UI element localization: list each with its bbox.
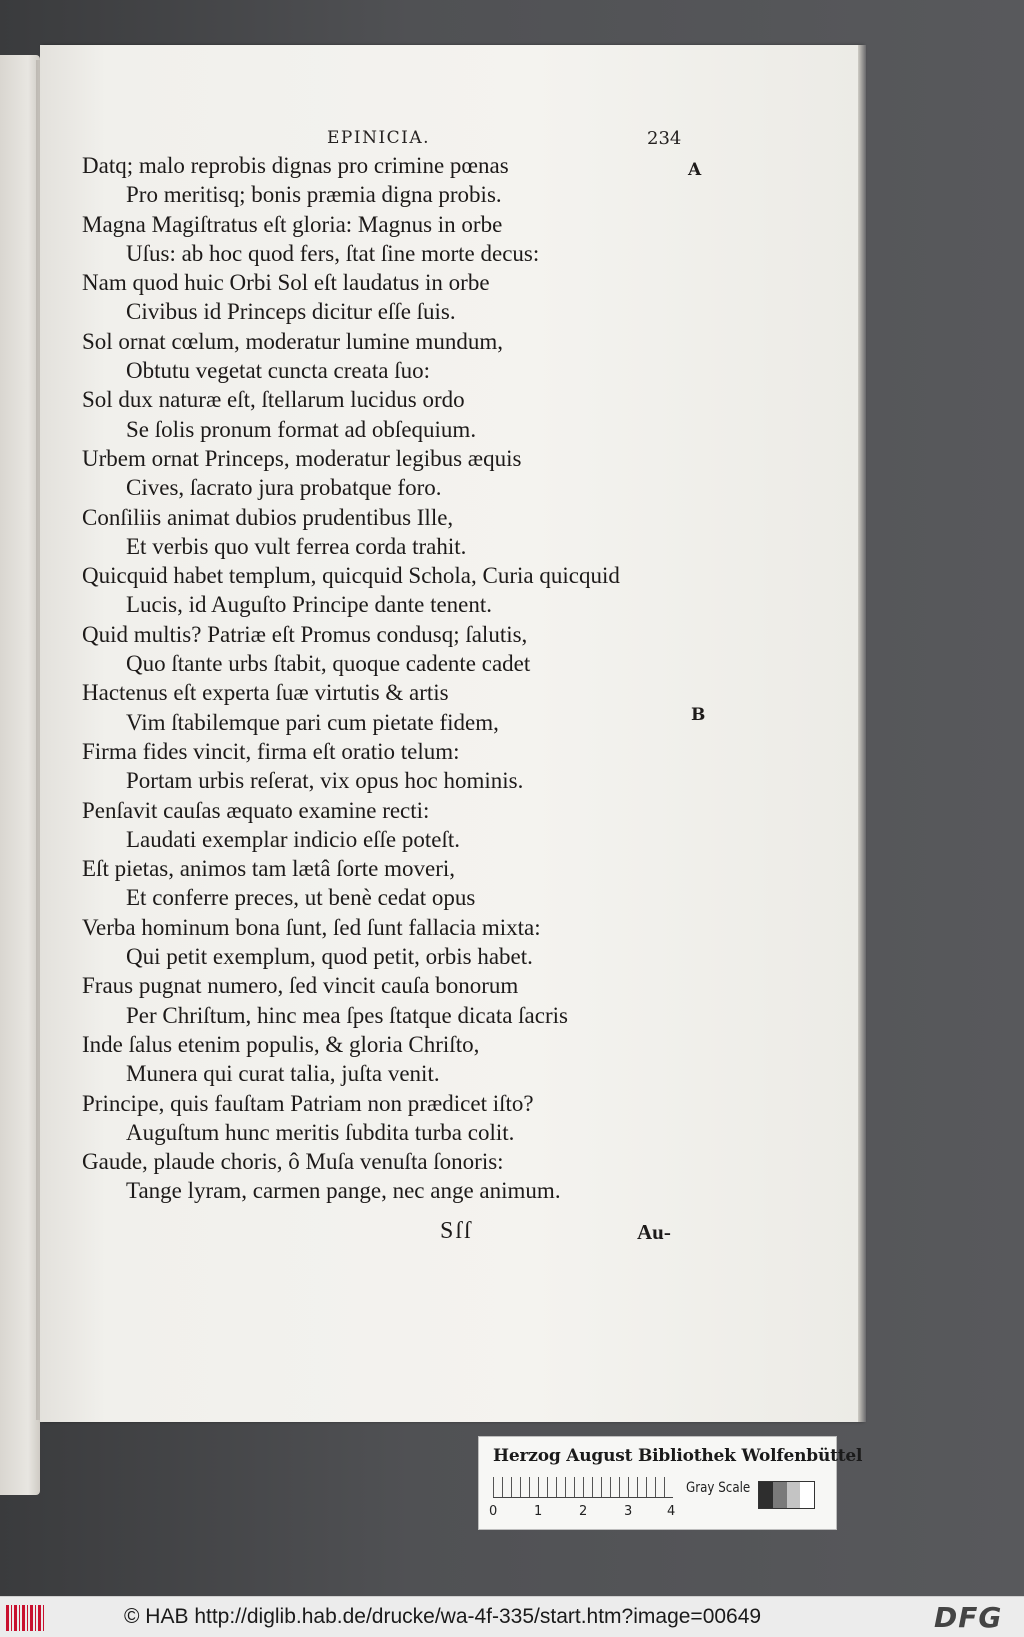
barcode-icon	[6, 1605, 46, 1631]
verse-line: Et verbis quo vult ferrea corda trahit.	[126, 533, 467, 559]
verse-line: Inde ſalus etenim populis, & gloria Chriſto,	[82, 1031, 480, 1057]
folio-number: 234	[647, 128, 682, 149]
verse-line: Obtutu vegetat cuncta creata ſuo:	[126, 358, 430, 384]
verse-line: Quicquid habet templum, quicquid Schola, Curia quicquid	[82, 563, 620, 589]
verse-line: Sol ornat cœlum, moderatur lumine mundum,	[82, 328, 503, 354]
ruler-number: 0	[489, 1504, 498, 1519]
signature-mark: Sſſ	[440, 1218, 473, 1244]
verse-line: Principe, quis fauſtam Patriam non prædicet iſto?	[82, 1090, 534, 1116]
verse-line: Uſus: ab hoc quod fers, ſtat ſine morte decus:	[126, 240, 540, 266]
ruler-scale	[493, 1477, 673, 1498]
credit-link[interactable]: © HAB http://diglib.hab.de/drucke/wa-4f-335/start.htm?image=00649	[124, 1605, 762, 1628]
gray-swatch	[759, 1482, 773, 1508]
gray-swatch	[787, 1482, 801, 1508]
card-title: Herzog August Bibliothek Wolfenbüttel	[493, 1446, 863, 1466]
verse-line: Quid multis? Patriæ eſt Promus condusq; ſalutis,	[82, 621, 528, 647]
verse-line: Et conferre preces, ut benè cedat opus	[126, 885, 476, 911]
verse-line: Hactenus eſt experta ſuæ virtutis & artis	[82, 680, 449, 706]
verse-line: Se ſolis pronum format ad obſequium.	[126, 416, 477, 442]
verse-line: Cives, ſacrato jura probatque foro.	[126, 475, 442, 501]
gray-swatch	[773, 1482, 787, 1508]
verse-line: Verba hominum bona ſunt, ſed ſunt fallacia mixta:	[82, 914, 541, 940]
verse-line: Gaude, plaude choris, ô Muſa venuſta ſonoris:	[82, 1149, 504, 1175]
ruler-numbers	[489, 1504, 679, 1522]
ruler-number: 4	[667, 1504, 676, 1519]
dfg-logo: DFG	[934, 1601, 1003, 1634]
footer-bar	[0, 1596, 1024, 1637]
verse-line: Conſiliis animat dubios prudentibus Ille,	[82, 504, 454, 530]
verse-line: Urbem ornat Princeps, moderatur legibus æquis	[82, 445, 522, 471]
verse-line: Pro meritisq; bonis præmia digna probis.	[126, 182, 502, 208]
margin-mark-a: A	[688, 160, 702, 180]
verse-line: Lucis, id Auguſto Principe dante tenent.	[126, 592, 493, 618]
running-head: EPINICIA.	[327, 128, 431, 148]
verse-line: Quo ſtante urbs ſtabit, quoque cadente cadet	[126, 651, 531, 677]
verse-line: Civibus id Princeps dicitur eſſe ſuis.	[126, 299, 456, 325]
verse-line: Nam quod huic Orbi Sol eſt laudatus in orbe	[82, 270, 490, 296]
previous-page-edge	[0, 55, 40, 1495]
margin-mark-b: B	[691, 705, 706, 725]
verse-line: Auguſtum hunc meritis ſubdita turba colit.	[126, 1119, 515, 1145]
calibration-card	[478, 1436, 863, 1530]
catchword: Au-	[637, 1220, 671, 1244]
verse-line: Portam urbis reſerat, vix opus hoc hominis.	[126, 768, 524, 794]
verse-line: Per Chriſtum, hinc mea ſpes ſtatque dicata ſacris	[126, 1002, 568, 1028]
verse-line: Datq; malo reprobis dignas pro crimine pœnas	[82, 153, 509, 178]
verse-line: Tange lyram, carmen pange, nec ange animum.	[126, 1178, 561, 1204]
verse-line: Munera qui curat talia, juſta venit.	[126, 1061, 440, 1087]
verse-line: Penſavit cauſas æquato examine recti:	[82, 797, 430, 823]
verse-line: Sol dux naturæ eſt, ſtellarum lucidus ordo	[82, 387, 465, 413]
gray-swatch	[800, 1482, 814, 1508]
verse-line: Vim ſtabilemque pari cum pietate fidem,	[126, 709, 499, 735]
ruler-number: 3	[624, 1504, 633, 1519]
verse-line: Fraus pugnat numero, ſed vincit cauſa bonorum	[82, 973, 519, 999]
verse-line: Eſt pietas, animos tam lætâ ſorte moveri,	[82, 856, 456, 882]
ruler-number: 1	[534, 1504, 543, 1519]
page-edge-shadow	[858, 45, 866, 1422]
grayscale-swatches	[758, 1481, 815, 1509]
ruler-number: 2	[579, 1504, 588, 1519]
verse-line: Firma fides vincit, firma eſt oratio telum:	[82, 738, 460, 764]
verse-line: Qui petit exemplum, quod petit, orbis habet.	[126, 944, 533, 970]
verse-line: Laudati exemplar indicio eſſe poteſt.	[126, 826, 461, 852]
verse-line: Magna Magiſtratus eſt gloria: Magnus in orbe	[82, 211, 503, 237]
poem-text	[82, 151, 682, 1206]
grayscale-label: Gray Scale	[686, 1480, 751, 1496]
